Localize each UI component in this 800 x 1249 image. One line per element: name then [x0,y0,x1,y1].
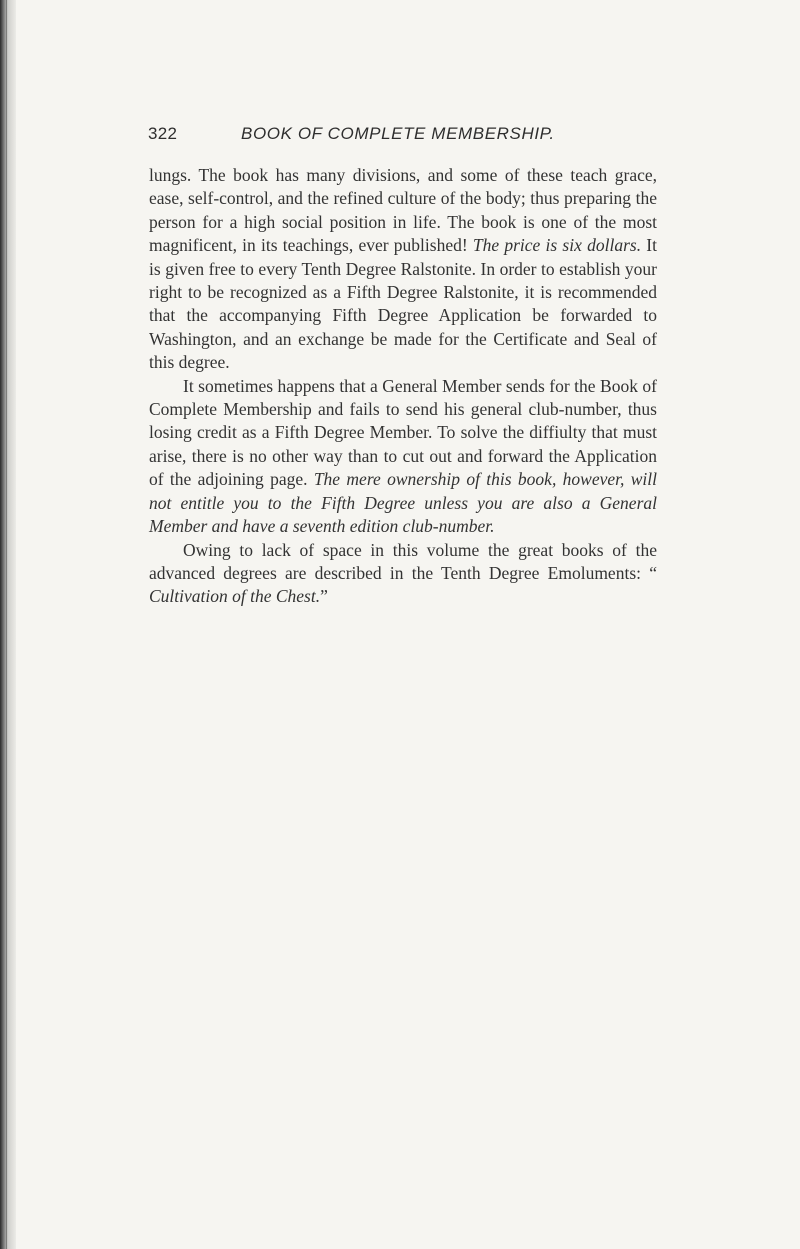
body-text [149,164,657,609]
binding-shadow-line [6,0,7,1249]
running-title: BOOK OF COMPLETE MEMBERSHIP. [241,124,555,143]
text-run: Owing to lack of space in this volume the great books of the advanced degrees are described in the Tenth Degree Emoluments: “ [149,539,657,583]
book-title-reference: Cultivation of the Chest. [149,586,321,607]
text-run: It sometimes happens that a General Member sends for the Book of Complete Membership and fails to send his general club-number, thus losing credit as a Fifth Degree Member. To solve the diffiulty that must arise, there is no other way than to cut out and forward the Application of the adjoining page. [149,375,657,490]
page-binding-edge [0,0,16,1249]
paragraph-3 [149,539,657,609]
text-run: ” [320,586,328,607]
ownership-notice: The mere ownership of this book, however, will not entitle you to the Fifth Degree unless you are also a General Member and have a seventh edition club-number. [149,469,657,537]
running-head [148,124,668,148]
paragraph-2 [149,375,657,539]
page-number: 322 [148,124,178,143]
price-statement: The price is six dollars. [472,235,642,256]
text-run: lungs. The book has many divisions, and some of these teach grace, ease, self-control, and the refined culture of the body; thus preparing the person for a high social position in life. The book is one of the most magnificent, in its teachings, ever published! [149,165,657,256]
text-run: It is given free to every Tenth Degree Ralstonite. In order to establish your right to be recognized as a Fifth Degree Ralstonite, it is recommended that the accompanying Fifth Degree Application be forwarded to Washington, and an exchange be made for the Certificate and Seal of this degree. [149,235,657,373]
paragraph-1 [149,164,657,375]
